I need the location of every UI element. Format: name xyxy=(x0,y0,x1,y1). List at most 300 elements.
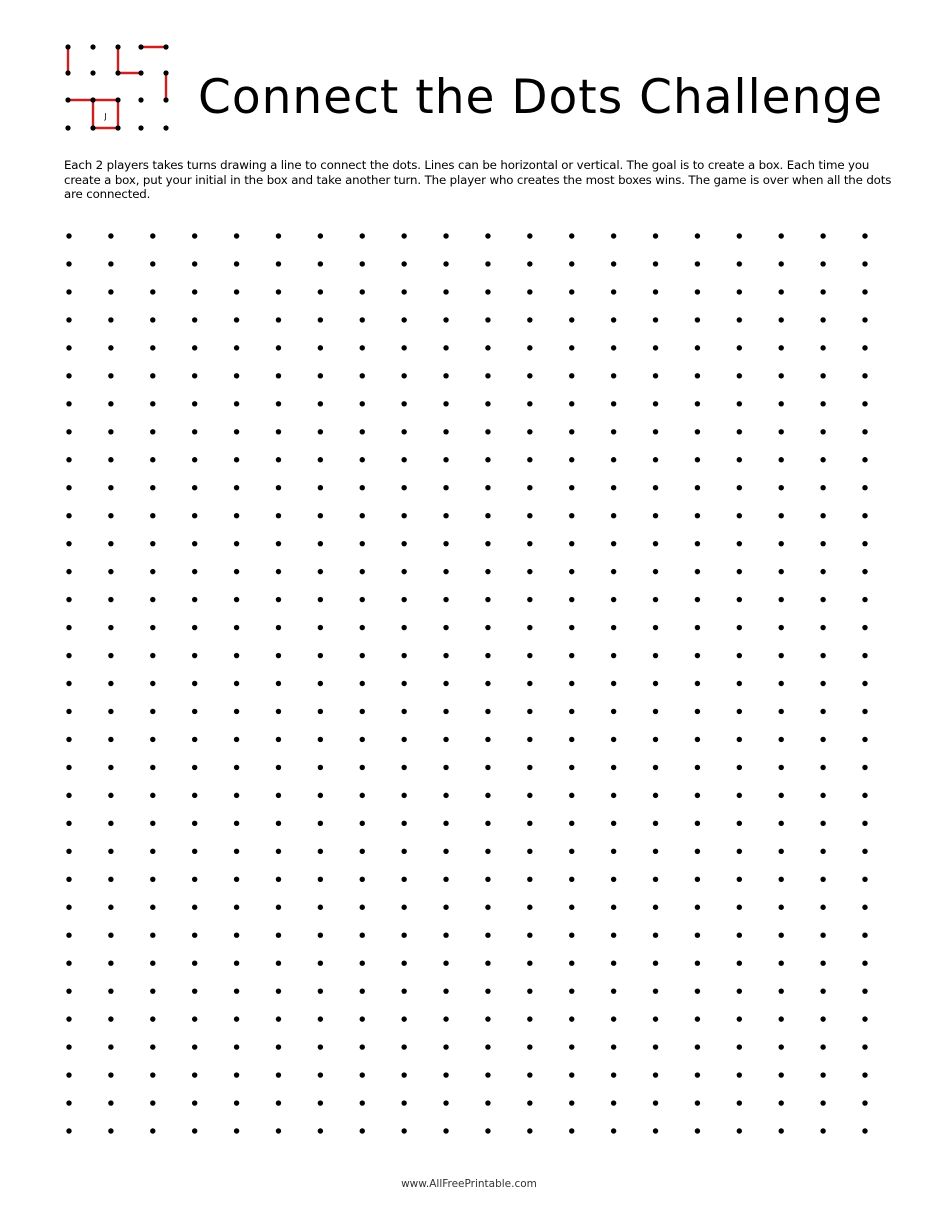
grid-dot[interactable] xyxy=(485,765,490,770)
grid-dot[interactable] xyxy=(653,877,658,882)
grid-dot[interactable] xyxy=(192,261,197,266)
grid-dot[interactable] xyxy=(234,513,239,518)
grid-dot[interactable] xyxy=(108,653,113,658)
grid-dot[interactable] xyxy=(862,960,867,965)
grid-dot[interactable] xyxy=(611,653,616,658)
grid-dot[interactable] xyxy=(737,345,742,350)
grid-dot[interactable] xyxy=(611,737,616,742)
grid-dot[interactable] xyxy=(695,765,700,770)
grid-dot[interactable] xyxy=(611,597,616,602)
grid-dot[interactable] xyxy=(401,625,406,630)
grid-dot[interactable] xyxy=(360,960,365,965)
grid-dot[interactable] xyxy=(862,429,867,434)
grid-dot[interactable] xyxy=(234,681,239,686)
grid-dot[interactable] xyxy=(485,233,490,238)
grid-dot[interactable] xyxy=(401,569,406,574)
grid-dot[interactable] xyxy=(401,373,406,378)
grid-dot[interactable] xyxy=(401,345,406,350)
grid-dot[interactable] xyxy=(737,1072,742,1077)
grid-dot[interactable] xyxy=(360,373,365,378)
grid-dot[interactable] xyxy=(401,1016,406,1021)
grid-dot[interactable] xyxy=(695,653,700,658)
grid-dot[interactable] xyxy=(66,737,71,742)
grid-dot[interactable] xyxy=(276,793,281,798)
grid-dot[interactable] xyxy=(862,457,867,462)
grid-dot[interactable] xyxy=(234,653,239,658)
grid-dot[interactable] xyxy=(192,569,197,574)
grid-dot[interactable] xyxy=(737,905,742,910)
grid-dot[interactable] xyxy=(276,1016,281,1021)
grid-dot[interactable] xyxy=(66,597,71,602)
grid-dot[interactable] xyxy=(527,485,532,490)
grid-dot[interactable] xyxy=(485,793,490,798)
grid-dot[interactable] xyxy=(653,765,658,770)
grid-dot[interactable] xyxy=(611,933,616,938)
grid-dot[interactable] xyxy=(862,793,867,798)
grid-dot[interactable] xyxy=(234,737,239,742)
grid-dot[interactable] xyxy=(820,877,825,882)
grid-dot[interactable] xyxy=(820,625,825,630)
grid-dot[interactable] xyxy=(234,289,239,294)
grid-dot[interactable] xyxy=(66,345,71,350)
grid-dot[interactable] xyxy=(443,988,448,993)
grid-dot[interactable] xyxy=(569,821,574,826)
grid-dot[interactable] xyxy=(485,1100,490,1105)
grid-dot[interactable] xyxy=(276,373,281,378)
grid-dot[interactable] xyxy=(485,849,490,854)
grid-dot[interactable] xyxy=(569,988,574,993)
grid-dot[interactable] xyxy=(862,597,867,602)
grid-dot[interactable] xyxy=(150,1016,155,1021)
grid-dot[interactable] xyxy=(737,709,742,714)
grid-dot[interactable] xyxy=(108,960,113,965)
grid-dot[interactable] xyxy=(234,765,239,770)
grid-dot[interactable] xyxy=(820,513,825,518)
grid-dot[interactable] xyxy=(569,597,574,602)
grid-dot[interactable] xyxy=(862,933,867,938)
grid-dot[interactable] xyxy=(611,849,616,854)
grid-dot[interactable] xyxy=(485,737,490,742)
grid-dot[interactable] xyxy=(569,849,574,854)
grid-dot[interactable] xyxy=(401,261,406,266)
grid-dot[interactable] xyxy=(192,317,197,322)
grid-dot[interactable] xyxy=(737,737,742,742)
grid-dot[interactable] xyxy=(234,261,239,266)
grid-dot[interactable] xyxy=(485,317,490,322)
grid-dot[interactable] xyxy=(318,569,323,574)
grid-dot[interactable] xyxy=(401,653,406,658)
grid-dot[interactable] xyxy=(611,261,616,266)
grid-dot[interactable] xyxy=(569,933,574,938)
grid-dot[interactable] xyxy=(192,485,197,490)
grid-dot[interactable] xyxy=(108,849,113,854)
grid-dot[interactable] xyxy=(360,793,365,798)
grid-dot[interactable] xyxy=(234,401,239,406)
grid-dot[interactable] xyxy=(862,765,867,770)
grid-dot[interactable] xyxy=(527,261,532,266)
grid-dot[interactable] xyxy=(485,709,490,714)
grid-dot[interactable] xyxy=(360,988,365,993)
grid-dot[interactable] xyxy=(862,1016,867,1021)
grid-dot[interactable] xyxy=(150,821,155,826)
grid-dot[interactable] xyxy=(653,849,658,854)
grid-dot[interactable] xyxy=(695,709,700,714)
grid-dot[interactable] xyxy=(653,569,658,574)
grid-dot[interactable] xyxy=(611,233,616,238)
grid-dot[interactable] xyxy=(611,1100,616,1105)
grid-dot[interactable] xyxy=(401,765,406,770)
grid-dot[interactable] xyxy=(779,345,784,350)
grid-dot[interactable] xyxy=(653,429,658,434)
grid-dot[interactable] xyxy=(569,653,574,658)
grid-dot[interactable] xyxy=(527,960,532,965)
grid-dot[interactable] xyxy=(527,1072,532,1077)
grid-dot[interactable] xyxy=(401,849,406,854)
grid-dot[interactable] xyxy=(527,541,532,546)
grid-dot[interactable] xyxy=(569,1128,574,1133)
grid-dot[interactable] xyxy=(66,1016,71,1021)
grid-dot[interactable] xyxy=(485,625,490,630)
grid-dot[interactable] xyxy=(108,485,113,490)
grid-dot[interactable] xyxy=(360,1100,365,1105)
grid-dot[interactable] xyxy=(695,793,700,798)
grid-dot[interactable] xyxy=(318,1072,323,1077)
grid-dot[interactable] xyxy=(820,541,825,546)
grid-dot[interactable] xyxy=(653,905,658,910)
grid-dot[interactable] xyxy=(401,709,406,714)
grid-dot[interactable] xyxy=(66,569,71,574)
grid-dot[interactable] xyxy=(737,485,742,490)
grid-dot[interactable] xyxy=(779,905,784,910)
grid-dot[interactable] xyxy=(401,401,406,406)
grid-dot[interactable] xyxy=(66,1072,71,1077)
grid-dot[interactable] xyxy=(401,877,406,882)
grid-dot[interactable] xyxy=(443,765,448,770)
grid-dot[interactable] xyxy=(276,401,281,406)
grid-dot[interactable] xyxy=(66,988,71,993)
grid-dot[interactable] xyxy=(318,1044,323,1049)
grid-dot[interactable] xyxy=(653,373,658,378)
grid-dot[interactable] xyxy=(779,1072,784,1077)
grid-dot[interactable] xyxy=(527,1100,532,1105)
grid-dot[interactable] xyxy=(820,261,825,266)
grid-dot[interactable] xyxy=(276,849,281,854)
grid-dot[interactable] xyxy=(653,960,658,965)
grid-dot[interactable] xyxy=(108,933,113,938)
grid-dot[interactable] xyxy=(569,625,574,630)
grid-dot[interactable] xyxy=(695,289,700,294)
grid-dot[interactable] xyxy=(318,261,323,266)
grid-dot[interactable] xyxy=(485,821,490,826)
grid-dot[interactable] xyxy=(318,765,323,770)
grid-dot[interactable] xyxy=(653,1044,658,1049)
grid-dot[interactable] xyxy=(820,933,825,938)
grid-dot[interactable] xyxy=(360,429,365,434)
grid-dot[interactable] xyxy=(66,1128,71,1133)
grid-dot[interactable] xyxy=(779,429,784,434)
grid-dot[interactable] xyxy=(653,233,658,238)
grid-dot[interactable] xyxy=(401,429,406,434)
grid-dot[interactable] xyxy=(150,345,155,350)
grid-dot[interactable] xyxy=(192,988,197,993)
grid-dot[interactable] xyxy=(611,289,616,294)
grid-dot[interactable] xyxy=(276,597,281,602)
grid-dot[interactable] xyxy=(234,1128,239,1133)
grid-dot[interactable] xyxy=(192,709,197,714)
grid-dot[interactable] xyxy=(820,597,825,602)
grid-dot[interactable] xyxy=(401,737,406,742)
grid-dot[interactable] xyxy=(360,485,365,490)
grid-dot[interactable] xyxy=(276,653,281,658)
grid-dot[interactable] xyxy=(276,429,281,434)
grid-dot[interactable] xyxy=(695,988,700,993)
grid-dot[interactable] xyxy=(569,401,574,406)
grid-dot[interactable] xyxy=(192,457,197,462)
grid-dot[interactable] xyxy=(737,765,742,770)
grid-dot[interactable] xyxy=(779,1128,784,1133)
grid-dot[interactable] xyxy=(737,849,742,854)
grid-dot[interactable] xyxy=(443,821,448,826)
grid-dot[interactable] xyxy=(401,905,406,910)
grid-dot[interactable] xyxy=(360,289,365,294)
grid-dot[interactable] xyxy=(150,261,155,266)
grid-dot[interactable] xyxy=(192,541,197,546)
grid-dot[interactable] xyxy=(318,1016,323,1021)
grid-dot[interactable] xyxy=(695,933,700,938)
grid-dot[interactable] xyxy=(108,513,113,518)
grid-dot[interactable] xyxy=(360,765,365,770)
grid-dot[interactable] xyxy=(66,261,71,266)
grid-dot[interactable] xyxy=(820,345,825,350)
grid-dot[interactable] xyxy=(150,709,155,714)
grid-dot[interactable] xyxy=(611,765,616,770)
grid-dot[interactable] xyxy=(862,1044,867,1049)
grid-dot[interactable] xyxy=(401,485,406,490)
grid-dot[interactable] xyxy=(192,1016,197,1021)
grid-dot[interactable] xyxy=(820,737,825,742)
grid-dot[interactable] xyxy=(150,1100,155,1105)
grid-dot[interactable] xyxy=(569,373,574,378)
grid-dot[interactable] xyxy=(779,709,784,714)
grid-dot[interactable] xyxy=(360,737,365,742)
grid-dot[interactable] xyxy=(820,709,825,714)
grid-dot[interactable] xyxy=(360,653,365,658)
grid-dot[interactable] xyxy=(192,933,197,938)
grid-dot[interactable] xyxy=(611,681,616,686)
grid-dot[interactable] xyxy=(318,429,323,434)
grid-dot[interactable] xyxy=(360,849,365,854)
grid-dot[interactable] xyxy=(653,1016,658,1021)
grid-dot[interactable] xyxy=(276,905,281,910)
grid-dot[interactable] xyxy=(695,233,700,238)
grid-dot[interactable] xyxy=(443,709,448,714)
grid-dot[interactable] xyxy=(569,289,574,294)
grid-dot[interactable] xyxy=(862,317,867,322)
grid-dot[interactable] xyxy=(527,765,532,770)
grid-dot[interactable] xyxy=(360,1072,365,1077)
grid-dot[interactable] xyxy=(779,317,784,322)
grid-dot[interactable] xyxy=(108,737,113,742)
grid-dot[interactable] xyxy=(276,877,281,882)
grid-dot[interactable] xyxy=(862,1100,867,1105)
grid-dot[interactable] xyxy=(360,569,365,574)
grid-dot[interactable] xyxy=(192,513,197,518)
grid-dot[interactable] xyxy=(862,541,867,546)
grid-dot[interactable] xyxy=(443,485,448,490)
grid-dot[interactable] xyxy=(192,765,197,770)
grid-dot[interactable] xyxy=(66,373,71,378)
grid-dot[interactable] xyxy=(150,289,155,294)
grid-dot[interactable] xyxy=(737,625,742,630)
grid-dot[interactable] xyxy=(485,1016,490,1021)
grid-dot[interactable] xyxy=(318,513,323,518)
grid-dot[interactable] xyxy=(192,625,197,630)
grid-dot[interactable] xyxy=(108,1044,113,1049)
grid-dot[interactable] xyxy=(234,1072,239,1077)
grid-dot[interactable] xyxy=(360,233,365,238)
grid-dot[interactable] xyxy=(527,317,532,322)
grid-dot[interactable] xyxy=(527,905,532,910)
grid-dot[interactable] xyxy=(276,821,281,826)
grid-dot[interactable] xyxy=(401,513,406,518)
grid-dot[interactable] xyxy=(360,1128,365,1133)
grid-dot[interactable] xyxy=(192,821,197,826)
grid-dot[interactable] xyxy=(653,793,658,798)
grid-dot[interactable] xyxy=(318,401,323,406)
grid-dot[interactable] xyxy=(108,597,113,602)
grid-dot[interactable] xyxy=(653,317,658,322)
grid-dot[interactable] xyxy=(485,261,490,266)
grid-dot[interactable] xyxy=(276,1044,281,1049)
grid-dot[interactable] xyxy=(360,933,365,938)
grid-dot[interactable] xyxy=(234,960,239,965)
grid-dot[interactable] xyxy=(611,1072,616,1077)
grid-dot[interactable] xyxy=(276,1100,281,1105)
grid-dot[interactable] xyxy=(527,429,532,434)
grid-dot[interactable] xyxy=(318,960,323,965)
grid-dot[interactable] xyxy=(66,513,71,518)
grid-dot[interactable] xyxy=(820,653,825,658)
grid-dot[interactable] xyxy=(150,317,155,322)
grid-dot[interactable] xyxy=(820,765,825,770)
grid-dot[interactable] xyxy=(485,457,490,462)
grid-dot[interactable] xyxy=(611,709,616,714)
grid-dot[interactable] xyxy=(360,261,365,266)
grid-dot[interactable] xyxy=(611,905,616,910)
grid-dot[interactable] xyxy=(276,261,281,266)
grid-dot[interactable] xyxy=(150,988,155,993)
grid-dot[interactable] xyxy=(779,933,784,938)
grid-dot[interactable] xyxy=(276,625,281,630)
grid-dot[interactable] xyxy=(234,793,239,798)
grid-dot[interactable] xyxy=(527,1044,532,1049)
grid-dot[interactable] xyxy=(653,933,658,938)
grid-dot[interactable] xyxy=(150,933,155,938)
grid-dot[interactable] xyxy=(862,988,867,993)
grid-dot[interactable] xyxy=(779,289,784,294)
grid-dot[interactable] xyxy=(318,877,323,882)
grid-dot[interactable] xyxy=(862,709,867,714)
grid-dot[interactable] xyxy=(862,905,867,910)
grid-dot[interactable] xyxy=(318,485,323,490)
grid-dot[interactable] xyxy=(779,821,784,826)
grid-dot[interactable] xyxy=(401,597,406,602)
grid-dot[interactable] xyxy=(443,681,448,686)
grid-dot[interactable] xyxy=(360,541,365,546)
grid-dot[interactable] xyxy=(108,793,113,798)
grid-dot[interactable] xyxy=(695,541,700,546)
grid-dot[interactable] xyxy=(569,1100,574,1105)
grid-dot[interactable] xyxy=(401,233,406,238)
grid-dot[interactable] xyxy=(66,429,71,434)
grid-dot[interactable] xyxy=(443,345,448,350)
grid-dot[interactable] xyxy=(653,653,658,658)
grid-dot[interactable] xyxy=(779,1016,784,1021)
grid-dot[interactable] xyxy=(443,737,448,742)
grid-dot[interactable] xyxy=(150,513,155,518)
grid-dot[interactable] xyxy=(611,401,616,406)
grid-dot[interactable] xyxy=(779,541,784,546)
grid-dot[interactable] xyxy=(66,317,71,322)
grid-dot[interactable] xyxy=(150,737,155,742)
grid-dot[interactable] xyxy=(276,289,281,294)
grid-dot[interactable] xyxy=(611,877,616,882)
grid-dot[interactable] xyxy=(150,429,155,434)
grid-dot[interactable] xyxy=(234,373,239,378)
grid-dot[interactable] xyxy=(862,401,867,406)
grid-dot[interactable] xyxy=(234,345,239,350)
grid-dot[interactable] xyxy=(569,793,574,798)
grid-dot[interactable] xyxy=(318,597,323,602)
grid-dot[interactable] xyxy=(108,317,113,322)
grid-dot[interactable] xyxy=(527,988,532,993)
grid-dot[interactable] xyxy=(108,345,113,350)
grid-dot[interactable] xyxy=(192,681,197,686)
grid-dot[interactable] xyxy=(318,933,323,938)
grid-dot[interactable] xyxy=(150,960,155,965)
grid-dot[interactable] xyxy=(443,541,448,546)
grid-dot[interactable] xyxy=(485,960,490,965)
grid-dot[interactable] xyxy=(443,1100,448,1105)
grid-dot[interactable] xyxy=(108,681,113,686)
grid-dot[interactable] xyxy=(779,485,784,490)
grid-dot[interactable] xyxy=(276,457,281,462)
grid-dot[interactable] xyxy=(360,877,365,882)
grid-dot[interactable] xyxy=(66,401,71,406)
grid-dot[interactable] xyxy=(192,1128,197,1133)
grid-dot[interactable] xyxy=(108,988,113,993)
grid-dot[interactable] xyxy=(66,625,71,630)
grid-dot[interactable] xyxy=(443,905,448,910)
grid-dot[interactable] xyxy=(569,317,574,322)
grid-dot[interactable] xyxy=(318,988,323,993)
grid-dot[interactable] xyxy=(318,345,323,350)
grid-dot[interactable] xyxy=(66,709,71,714)
grid-dot[interactable] xyxy=(862,513,867,518)
grid-dot[interactable] xyxy=(192,345,197,350)
grid-dot[interactable] xyxy=(401,1072,406,1077)
grid-dot[interactable] xyxy=(695,429,700,434)
grid-dot[interactable] xyxy=(611,821,616,826)
grid-dot[interactable] xyxy=(360,401,365,406)
grid-dot[interactable] xyxy=(66,905,71,910)
grid-dot[interactable] xyxy=(192,737,197,742)
grid-dot[interactable] xyxy=(401,821,406,826)
grid-dot[interactable] xyxy=(192,653,197,658)
grid-dot[interactable] xyxy=(276,737,281,742)
grid-dot[interactable] xyxy=(695,317,700,322)
grid-dot[interactable] xyxy=(108,625,113,630)
